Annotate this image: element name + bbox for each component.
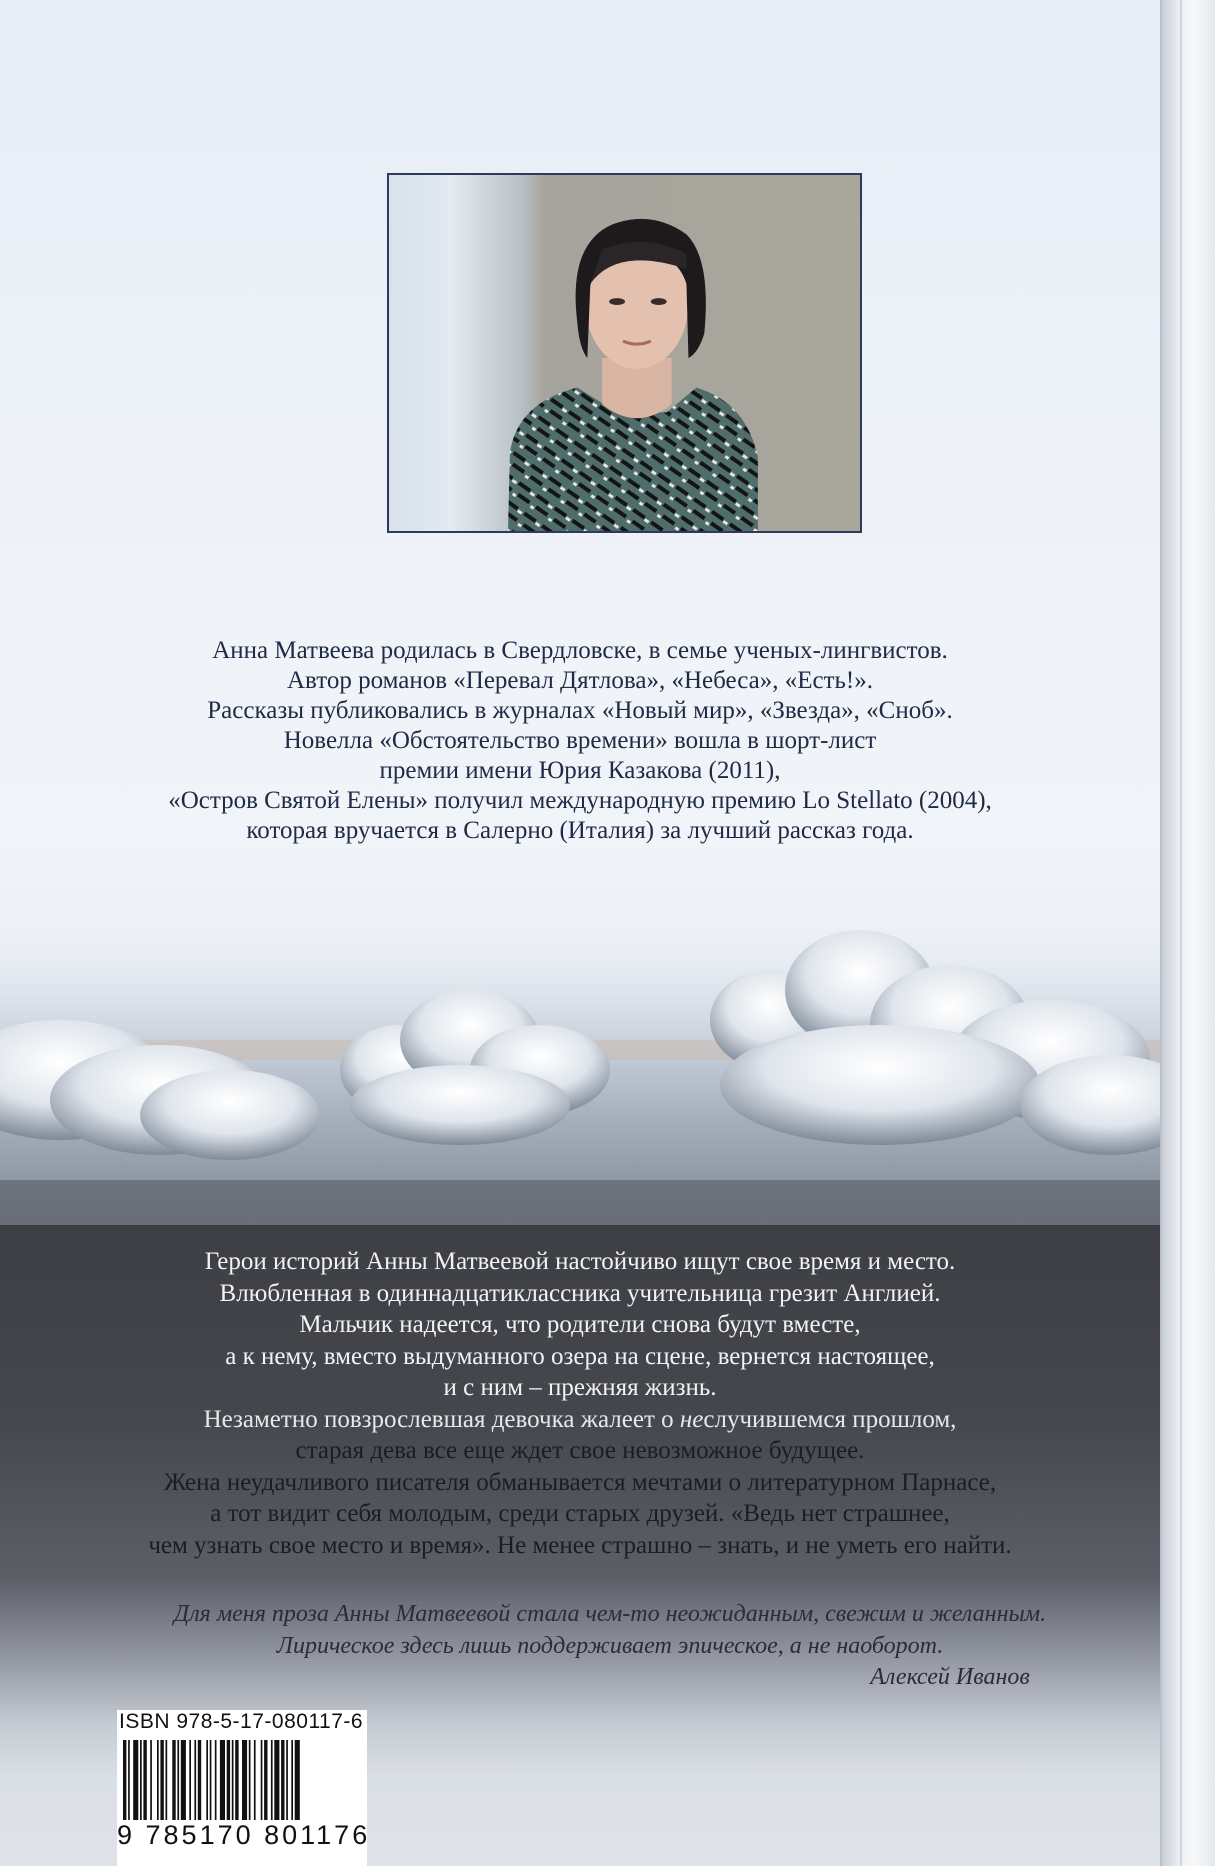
barcode-bar bbox=[166, 1740, 168, 1820]
barcode-bar bbox=[291, 1740, 293, 1820]
barcode-bar bbox=[189, 1740, 191, 1820]
barcode bbox=[119, 1740, 365, 1820]
barcode-bar bbox=[206, 1740, 208, 1820]
barcode-bar bbox=[249, 1740, 251, 1820]
barcode-bar bbox=[210, 1740, 212, 1820]
isbn-barcode-block bbox=[117, 1710, 371, 1866]
barcode-bar bbox=[194, 1740, 196, 1820]
barcode-bar bbox=[215, 1740, 217, 1820]
bio-line: премии имени Юрия Казакова (2011), bbox=[379, 757, 781, 784]
barcode-bar bbox=[123, 1740, 126, 1820]
annotation-line: Жена неудачливого писателя обманывается мечтами о литературном Парнасе, bbox=[163, 1468, 997, 1496]
isbn-label: ISBN 978-5-17-080117-6 bbox=[119, 1710, 364, 1733]
barcode-bar bbox=[140, 1740, 142, 1820]
barcode-bar bbox=[232, 1740, 234, 1820]
annotation-line: Мальчик надеется, что родители снова будут вместе, bbox=[299, 1311, 861, 1338]
barcode-bar bbox=[235, 1740, 238, 1820]
bio-line: которая вручается в Салерно (Италия) за лучший рассказ года. bbox=[246, 817, 914, 844]
bio-line: «Остров Святой Елены» получил международную премию Lo Stellato (2004), bbox=[168, 787, 992, 814]
annotation-text: случившемся прошлом, bbox=[703, 1405, 957, 1433]
quote-line: Для меня проза Анны Матвеевой стала чем-то неожиданным, свежим и желанным. bbox=[173, 1601, 1047, 1627]
bio-line: Анна Матвеева родилась в Свердловске, в семье ученых-лингвистов. bbox=[212, 637, 948, 664]
barcode-digits: 9 785170 801176 bbox=[117, 1820, 371, 1850]
barcode-bar bbox=[150, 1740, 152, 1820]
barcode-bar bbox=[220, 1740, 225, 1820]
annotation-line: и с ним – прежняя жизнь. bbox=[443, 1374, 717, 1401]
barcode-bar bbox=[198, 1740, 201, 1820]
barcode-bar bbox=[177, 1740, 179, 1820]
barcode-bar bbox=[242, 1740, 247, 1820]
annotation-text: Незаметно повзрослевшая девочка жалеет о bbox=[203, 1405, 680, 1433]
barcode-bar bbox=[261, 1740, 263, 1820]
annotation-emphasis: не bbox=[679, 1405, 704, 1433]
barcode-bar bbox=[254, 1740, 256, 1820]
book-annotation bbox=[60, 1246, 1100, 1561]
author-photo bbox=[387, 173, 862, 533]
book-page-edge bbox=[1160, 0, 1215, 1866]
barcode-bar bbox=[281, 1740, 284, 1820]
barcode-bar bbox=[264, 1740, 267, 1820]
barcode-bar bbox=[172, 1740, 175, 1820]
annotation-line bbox=[60, 1404, 1100, 1436]
barcode-bar bbox=[128, 1740, 130, 1820]
quote-line: Лирическое здесь лишь поддерживает эпическое, а не наоборот. bbox=[276, 1633, 944, 1659]
bio-line: Рассказы публиковались в журналах «Новый мир», «Звезда», «Сноб». bbox=[207, 697, 953, 724]
annotation-line: старая дева все еще ждет свое невозможное будущее. bbox=[295, 1437, 865, 1464]
clouds-illustration bbox=[0, 930, 1160, 1230]
barcode-bar bbox=[160, 1740, 163, 1820]
barcode-bar bbox=[274, 1740, 279, 1820]
barcode-bar bbox=[181, 1740, 186, 1820]
barcode-bar bbox=[295, 1740, 300, 1820]
barcode-bar bbox=[227, 1740, 230, 1820]
annotation-line: Влюбленная в одиннадцатиклассника учительница грезит Англией. bbox=[219, 1279, 941, 1307]
barcode-bar bbox=[271, 1740, 273, 1820]
annotation-line: Герои историй Анны Матвеевой настойчиво ищут свое время и место. bbox=[204, 1248, 956, 1275]
barcode-bar bbox=[143, 1740, 146, 1820]
annotation-line: а к нему, вместо выдуманного озера на сцене, вернется настоящее, bbox=[225, 1342, 935, 1370]
bio-line: Новелла «Обстоятельство времени» вошла в шорт-лист bbox=[283, 727, 877, 754]
quote-author: Алексей Иванов bbox=[870, 1664, 1030, 1690]
author-bio bbox=[130, 636, 1030, 846]
barcode-bar bbox=[133, 1740, 138, 1820]
review-quote bbox=[150, 1598, 1070, 1662]
barcode-bar bbox=[286, 1740, 288, 1820]
annotation-line: а тот видит себя молодым, среди старых друзей. «Ведь нет страшнее, bbox=[210, 1500, 950, 1527]
annotation-line: чем узнать свое место и время». Не менее страшно – знать, и не уметь его найти. bbox=[148, 1531, 1012, 1559]
barcode-bar bbox=[157, 1740, 159, 1820]
bio-line: Автор романов «Перевал Дятлова», «Небеса», «Есть!». bbox=[287, 667, 873, 694]
